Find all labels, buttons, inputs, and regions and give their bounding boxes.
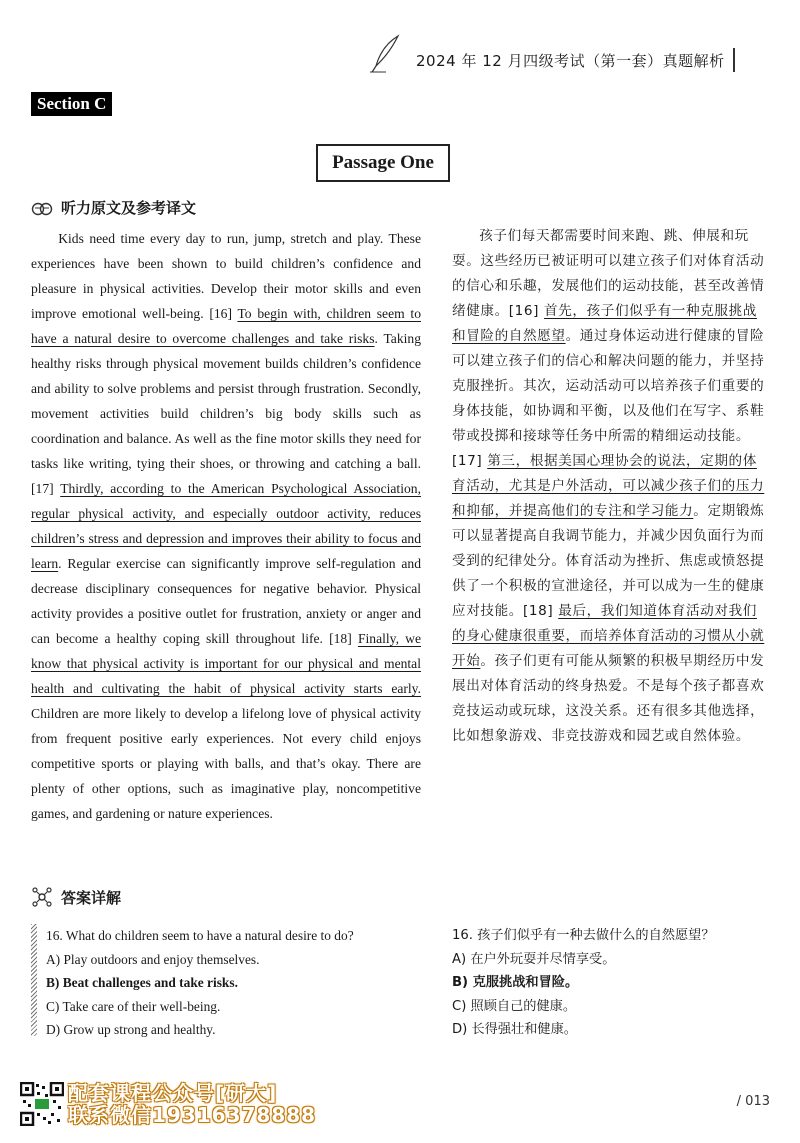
qr-code-icon (20, 1082, 64, 1126)
question-16-chinese (452, 924, 772, 1042)
transcript-heading-text: 听力原文及参考译文 (61, 199, 197, 217)
chinese-text: 。孩子们更有可能从频繁的积极早期经历中发展出对体育活动的终身热爱。不是每个孩子都喜欢竞技运动或玩球，这没关系。还有很多其他选择，比如想象游戏、非竞技游戏和园艺或自然体验。 (452, 653, 765, 744)
english-text: Kids need time every day to run, jump, stretch and play. These experiences have been shown to build children’s confidence and pleasure in physical activities. Develop their motor skills and even improve emotional well-being. [16] (31, 231, 421, 321)
promo-line-2: 联系微信19316378888 (68, 1103, 317, 1127)
english-text: . Regular exercise can significantly improve self-regulation and decrease disciplinary consequences for negative behavior. Physical activity provides a positive outlet for frustration, anxiety or anger and can become a healthy coping skill throughout life. [18] (31, 556, 421, 646)
english-text: Children are more likely to develop a lifelong love of physical activity from frequent positive early experiences. Not every child enjoys competitive sports or playing with balls, and that’s okay. There are plenty of other options, such as imaginative play, noncompetitive games, and gardening or nature experiences. (31, 706, 421, 821)
question-stem-zh: 16. 孩子们似乎有一种去做什么的自然愿望？ (452, 928, 715, 943)
header-divider (733, 48, 735, 72)
question-16-english (46, 924, 426, 1042)
answer-17-underline-zh: 第三，根据美国心理协会的说法，定期的体育活动，尤其是户外活动，可以减少孩子们的压力和抑郁，并提高他们的专注和学习能力 (452, 453, 765, 519)
question-stem: 16. What do children seem to have a natural desire to do? (46, 928, 354, 943)
page-number: / 013 (736, 1094, 770, 1109)
option-a: A) Play outdoors and enjoy themselves. (46, 951, 260, 967)
question-side-bar (31, 924, 37, 1036)
option-b-correct: B) Beat challenges and take risks. (46, 975, 238, 990)
chinese-text: 。通过身体运动进行健康的冒险可以建立孩子们的信心和解决问题的能力，并坚持克服挫折。其次，运动活动可以培养孩子们重要的身体技能，如协调和平衡，以及他们在写字、系鞋带或投掷和接球等任务中所需的精细运动技能。[17] (452, 328, 765, 469)
promo-line-1: 配套课程公众号[研大] (68, 1081, 278, 1105)
answer-18-underline-zh: 最后，我们知道体育活动对我们的身心健康很重要，而培养体育活动的习惯从小就开始 (452, 603, 765, 669)
chinese-translation (452, 224, 768, 749)
option-c: C) Take care of their well-being. (46, 998, 221, 1014)
chinese-text: 孩子们每天都需要时间来跑、跳、伸展和玩耍。这些经历已被证明可以建立孩子们对体育活动的信心和乐趣，发展他们的运动技能，甚至改善情绪健康。[16] (452, 228, 765, 319)
answers-heading-text: 答案详解 (61, 888, 122, 907)
option-a-zh: A) 在户外玩耍并尽情享受。 (452, 951, 616, 967)
option-d-zh: D) 长得强壮和健康。 (452, 1022, 577, 1037)
answer-16-underline: To begin with, children seem to have a natural desire to overcome challenges and take risks (31, 306, 421, 346)
option-d: D) Grow up strong and healthy. (46, 1022, 216, 1037)
passage-title: Passage One (316, 144, 450, 182)
chinese-text: 。定期锻炼可以显著提高自我调节能力，并减少因负面行为而受到的纪律处分。体育活动为挫折、焦虑或愤怒提供了一个积极的宣泄途径，并可以成为一生的健康应对技能。[18] (452, 503, 765, 619)
english-paragraph (31, 226, 421, 826)
chinese-paragraph (452, 224, 768, 749)
answer-18-underline: Finally, we know that physical activity is important for our physical and mental health and cultivating the habit of physical activity starts early. (31, 631, 421, 696)
transcript-heading (31, 197, 196, 218)
answers-heading (31, 886, 121, 908)
section-label: Section C (31, 92, 112, 116)
answer-17-underline: Thirdly, according to the American Psychological Association, regular physical activity, and especially outdoor activity, reduces children’s stress and depression and improves their ability to focus and learn (31, 481, 421, 571)
option-c-zh: C) 照顾自己的健康。 (452, 998, 577, 1014)
english-transcript (31, 226, 421, 826)
answer-16-underline-zh: 首先，孩子们似乎有一种克服挑战和冒险的自然愿望 (452, 303, 757, 344)
english-text: . Taking healthy risks through physical movement builds children’s confidence and ability to solve problems and persist through frustration. Secondly, movement activities build children’s big body skills such as coordination and balance. As well as the fine motor skills they need for tasks like writing, tying their shoes, or throwing and catching a ball. [17] (31, 331, 421, 496)
headphones-icon (31, 198, 53, 218)
molecule-icon (31, 886, 53, 908)
feather-pen-icon (368, 34, 404, 74)
promo-banner (68, 1082, 316, 1126)
header-title: 2024 年 12 月四级考试（第一套）真题解析 (416, 52, 725, 70)
option-b-correct-zh: B) 克服挑战和冒险。 (452, 975, 579, 990)
